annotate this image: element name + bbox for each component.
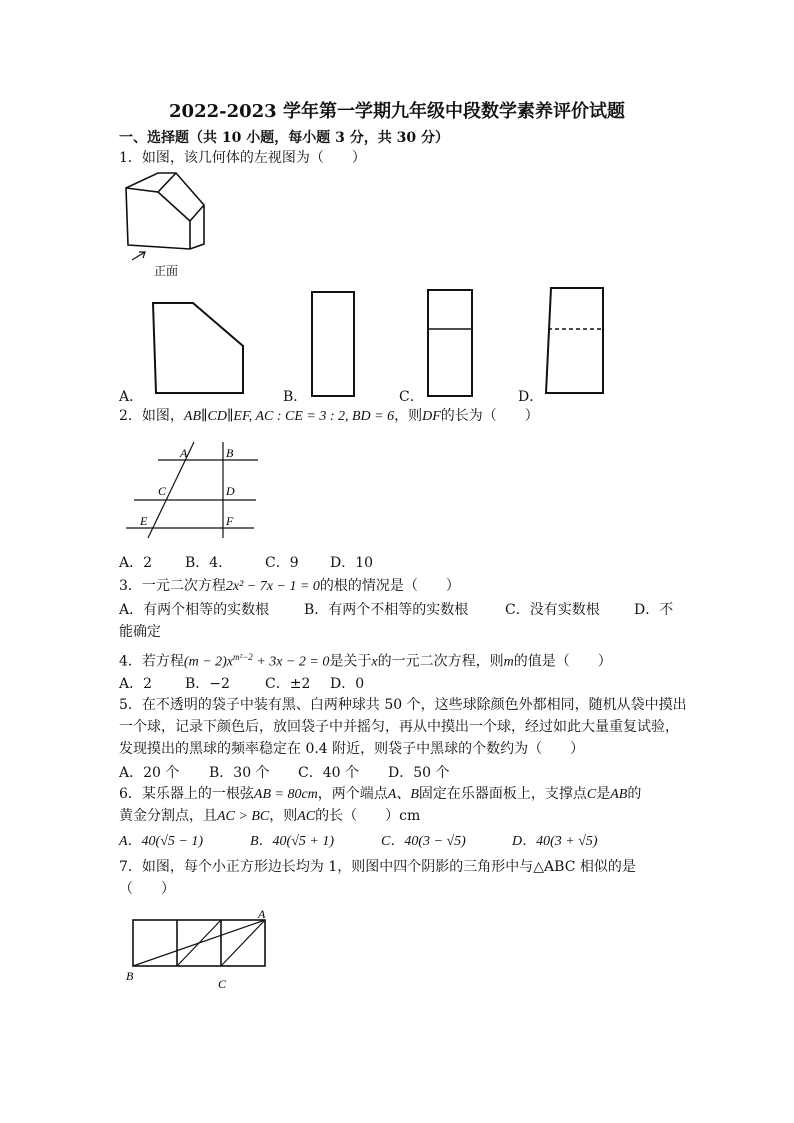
q5-line-2: 一个球，记录下颜色后，放回袋子中并摇匀，再从中摸出一个球，经过如此大量重复试验， <box>119 719 679 735</box>
q7-line-2: （ ） <box>119 881 175 897</box>
q5-option-a[interactable]: A．20 个 <box>119 765 180 781</box>
q3-option-d[interactable]: D．不 <box>634 602 674 618</box>
q4-stem <box>119 647 612 673</box>
q4-equation-base: (m − 2)x <box>183 654 234 670</box>
q6-line1-math: AB = 80cm <box>253 787 318 802</box>
q2-stem-math: AB∥CD∥EF, AC : CE = 3 : 2, BD = 6 <box>183 409 395 424</box>
q2-parallel-lines-figure <box>120 440 265 540</box>
q6-line2-ac: AC <box>297 809 316 824</box>
q3-stem-post: 的根的情况是（ ） <box>319 578 460 594</box>
q6-line1-c: C <box>586 787 597 802</box>
q2-stem-mid: ，则 <box>394 408 423 424</box>
q7-grid-figure <box>124 908 284 993</box>
q1-stem: 1．如图，该几何体的左视图为（ ） <box>119 150 366 166</box>
q7-line-1: 7．如图，每个小正方形边长均为 1，则图中四个阴影的三角形中与△ABC 相似的是 <box>119 859 636 875</box>
q6-option-c[interactable]: C．40(3 − √5) <box>381 834 466 849</box>
q2-stem-var: DF <box>422 409 441 424</box>
q6-line-2 <box>119 806 420 827</box>
q3-equation: 2x² − 7x − 1 = 0 <box>225 579 320 594</box>
page-title: 2022-2023 学年第一学期九年级中段数学素养评价试题 <box>169 101 625 122</box>
q6-line2-post: 的长（ ）cm <box>315 808 421 824</box>
q2-label-b: B <box>226 446 234 460</box>
q6-option-d[interactable]: D．40(3 + √5) <box>512 834 598 849</box>
q2-option-a[interactable]: A．2 <box>119 555 153 571</box>
q4-equation-rest: + 3x − 2 = 0 <box>252 654 330 670</box>
q2-label-a: A <box>180 446 188 460</box>
q5-option-b[interactable]: B．30 个 <box>209 765 270 781</box>
q4-var-x: x <box>371 654 378 670</box>
q2-stem-post: 的长为（ ） <box>440 408 539 424</box>
q2-stem-pre: 2．如图， <box>119 408 184 424</box>
q1-option-d-figure <box>543 285 609 400</box>
q3-stem <box>119 576 460 597</box>
q6-line2-mid: ，则 <box>269 808 298 824</box>
q5-option-d[interactable]: D．50 个 <box>388 765 450 781</box>
q2-label-c: C <box>158 484 167 498</box>
q5-line-3: 发现摸出的黑球的频率稳定在 0.4 附近，则袋子中黑球的个数约为（ ） <box>119 741 585 757</box>
q5-option-c[interactable]: C．40 个 <box>298 765 359 781</box>
q6-line1-post: 的 <box>627 786 642 802</box>
q3-stem-pre: 3．一元二次方程 <box>119 578 226 594</box>
q4-stem-mid2: 的一元二次方程，则 <box>377 653 504 670</box>
q6-option-a[interactable]: A．40(√5 − 1) <box>119 834 204 849</box>
q4-option-d[interactable]: D．0 <box>330 676 365 692</box>
q1-front-label: 正面 <box>154 264 179 278</box>
q1-option-c[interactable]: C． <box>399 389 424 405</box>
q7-label-c: C <box>218 977 227 991</box>
q7-label-b: B <box>126 969 134 983</box>
q6-option-b[interactable]: B．40(√5 + 1) <box>250 834 335 849</box>
q2-stem <box>119 406 539 427</box>
q7-label-a: A <box>258 907 266 921</box>
q3-option-d-wrap: 能确定 <box>119 624 161 640</box>
q4-equation-exponent: m²−2 <box>233 652 253 662</box>
q4-var-m: m <box>503 654 514 670</box>
q6-line1-pre: 6．某乐器上的一根弦 <box>119 786 254 802</box>
q1-option-c-figure <box>426 288 476 400</box>
q4-stem-post: 的值是（ ） <box>513 653 612 670</box>
q1-option-b[interactable]: B． <box>283 389 308 405</box>
q4-stem-pre: 4．若方程 <box>119 653 184 670</box>
q5-line-1: 5．在不透明的袋子中装有黑、白两种球共 50 个，这些球除颜色外都相同，随机从袋中摸出 <box>119 697 687 713</box>
q4-option-a[interactable]: A．2 <box>119 676 153 692</box>
q2-label-d: D <box>226 484 235 498</box>
q1-option-b-figure <box>310 290 360 400</box>
q1-option-a-figure <box>148 298 248 398</box>
q6-line-1 <box>119 784 641 805</box>
q2-option-d[interactable]: D．10 <box>330 555 374 571</box>
q3-option-c[interactable]: C．没有实数根 <box>505 602 600 618</box>
q6-line1-ab2: AB <box>610 787 628 802</box>
q2-label-e: E <box>140 514 148 528</box>
q1-option-a[interactable]: A． <box>119 389 144 405</box>
q1-option-d[interactable]: D． <box>518 389 544 405</box>
q2-option-b[interactable]: B．4． <box>185 555 233 571</box>
q6-line2-math: AC > BC <box>217 809 270 824</box>
section-heading: 一、选择题（共 10 小题，每小题 3 分，共 30 分） <box>119 130 449 146</box>
q6-line1-ab: A、B <box>387 787 419 802</box>
q2-option-c[interactable]: C．9 <box>265 555 299 571</box>
q4-option-b[interactable]: B．−2 <box>185 676 230 692</box>
q3-option-a[interactable]: A．有两个相等的实数根 <box>119 602 270 618</box>
q4-option-c[interactable]: C．±2 <box>265 676 311 692</box>
q2-label-f: F <box>226 514 234 528</box>
q4-stem-mid: 是关于 <box>329 653 372 670</box>
q6-line2-pre: 黄金分割点，且 <box>119 808 217 824</box>
q6-line1-mid3: 是 <box>596 786 611 802</box>
q3-option-b[interactable]: B．有两个不相等的实数根 <box>304 602 469 618</box>
q6-line1-mid2: 固定在乐器面板上，支撑点 <box>418 786 587 802</box>
q6-line1-mid: ，两个端点 <box>317 786 388 802</box>
